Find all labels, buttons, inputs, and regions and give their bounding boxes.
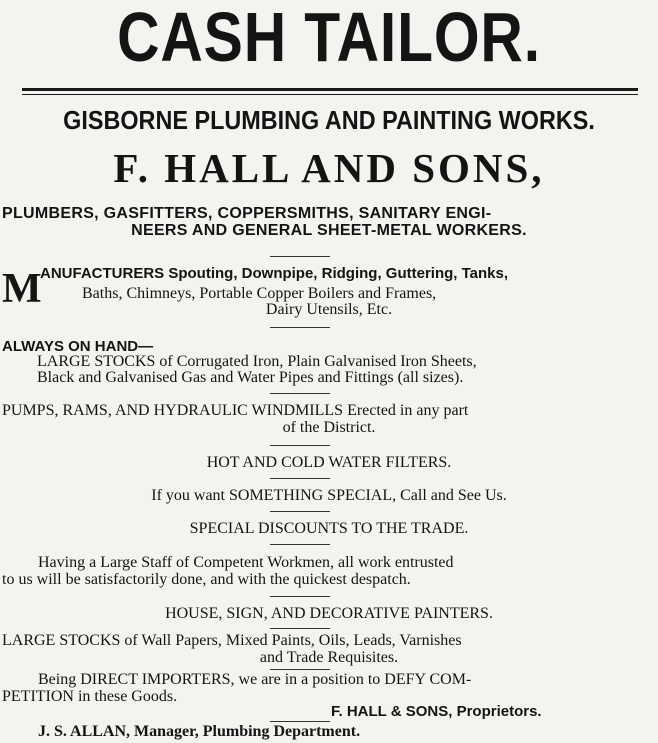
staff-line-2: to us will be satisfactorily done, and with the quickest despatch. (2, 571, 411, 588)
drop-cap-m: M (2, 266, 42, 312)
column-rule (270, 596, 330, 597)
manufacturers-line-3: Dairy Utensils, Etc. (265, 301, 393, 318)
column-rule (270, 256, 330, 257)
pumps-line-2: of the District. (282, 419, 376, 436)
proprietors-line: F. HALL & SONS, Proprietors. (331, 703, 542, 720)
importers-line-1: Being DIRECT IMPORTERS, we are in a position to DEFY COM- (38, 671, 472, 688)
filters-line: HOT AND COLD WATER FILTERS. (206, 454, 452, 471)
column-rule (270, 721, 330, 722)
special-line: If you want SOMETHING SPECIAL, Call and See Us. (151, 487, 507, 504)
pumps-line-1: PUMPS, RAMS, AND HYDRAULIC WINDMILLS Erected in any part (2, 402, 469, 419)
works-title: GISBORNE PLUMBING AND PAINTING WORKS. (63, 105, 595, 135)
manufacturers-line-1-text: ANUFACTURERS Spouting, Downpipe, Ridging, Guttering, Tanks, (40, 265, 509, 282)
column-rule (270, 327, 330, 328)
painters-line: HOUSE, SIGN, AND DECORATIVE PAINTERS. (165, 605, 493, 622)
always-line-2: Black and Galvanised Gas and Water Pipes and Fittings (all sizes). (37, 369, 464, 386)
trades-line-2: NEERS AND GENERAL SHEET-METAL WORKERS. (131, 222, 527, 239)
importers-line-2: PETITION in these Goods. (2, 688, 178, 705)
column-rule (270, 445, 330, 446)
separator-rule-thin (22, 94, 638, 95)
always-on-hand-heading: ALWAYS ON HAND— (2, 338, 154, 355)
manufacturers-line-1 (40, 266, 508, 282)
trades-line-1: PLUMBERS, GASFITTERS, COPPERSMITHS, SANITARY ENGI- (2, 205, 492, 222)
separator-rule (22, 88, 638, 91)
column-rule (270, 478, 330, 479)
column-rule (270, 511, 330, 512)
papers-line-2: and Trade Requisites. (259, 649, 399, 666)
discounts-line: SPECIAL DISCOUNTS TO THE TRADE. (189, 520, 469, 537)
manager-line: J. S. ALLAN, Manager, Plumbing Department. (38, 723, 361, 740)
column-rule (270, 628, 330, 629)
firm-name: F. HALL AND SONS, (113, 145, 545, 191)
always-line-1: LARGE STOCKS of Corrugated Iron, Plain Galvanised Iron Sheets, (37, 353, 477, 370)
column-rule (270, 393, 330, 394)
staff-line-1: Having a Large Staff of Competent Workmen, all work entrusted (38, 554, 454, 571)
column-rule (270, 544, 330, 545)
papers-line-1: LARGE STOCKS of Wall Papers, Mixed Paints, Oils, Leads, Varnishes (2, 632, 462, 649)
cash-tailor-heading: CASH TAILOR. (117, 0, 541, 76)
column-rule (270, 669, 330, 670)
manufacturers-line-2: Baths, Chimneys, Portable Copper Boilers and Frames, (82, 285, 437, 302)
